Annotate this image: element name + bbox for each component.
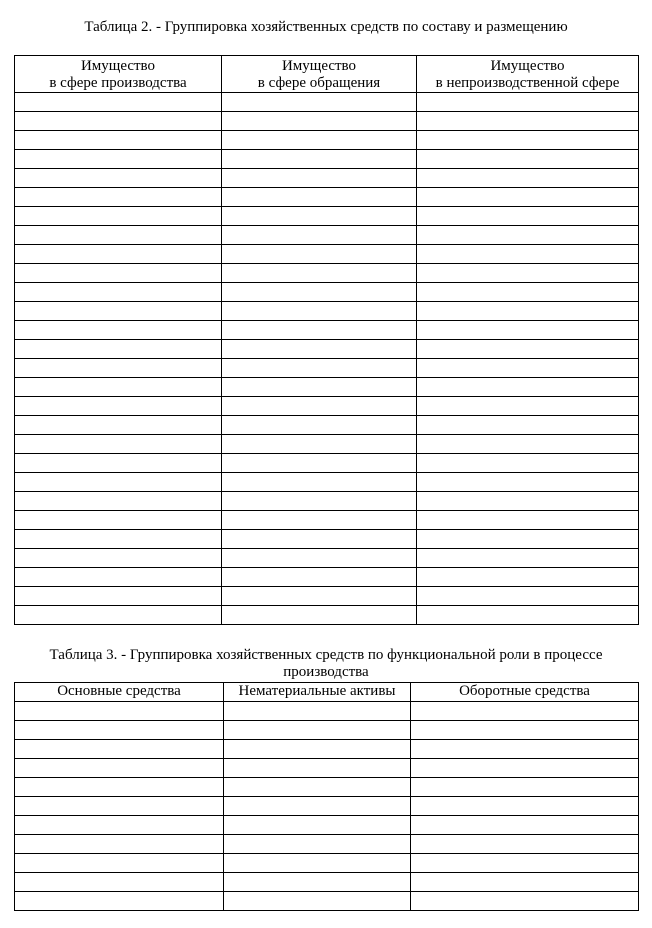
header-line: Имущество (80, 58, 156, 74)
table2-row (15, 473, 639, 492)
table2-cell (417, 207, 639, 226)
table3-cell (411, 892, 639, 911)
table3-cell (224, 778, 411, 797)
table2-row (15, 454, 639, 473)
table3-cell (411, 778, 639, 797)
table3-cell (224, 797, 411, 816)
table2-cell (417, 606, 639, 625)
table2-header-row (15, 56, 639, 93)
table2-header-production (15, 56, 222, 93)
table2-cell (15, 207, 222, 226)
table3-cell (15, 721, 224, 740)
table2-cell (222, 264, 417, 283)
table2-cell (417, 473, 639, 492)
table2-cell (15, 359, 222, 378)
table2-row (15, 378, 639, 397)
table2-cell (222, 283, 417, 302)
table2-row (15, 340, 639, 359)
table2-row (15, 397, 639, 416)
table2-cell (417, 454, 639, 473)
table2-cell (417, 378, 639, 397)
table3-cell (411, 816, 639, 835)
table2-cell (222, 549, 417, 568)
table2-row (15, 112, 639, 131)
table3-row (15, 778, 639, 797)
table2-cell (222, 188, 417, 207)
table2-row (15, 169, 639, 188)
table2-cell (222, 530, 417, 549)
table2-row (15, 606, 639, 625)
table2-cell (222, 454, 417, 473)
table2-cell (15, 283, 222, 302)
table2-cell (222, 207, 417, 226)
table2-cell (222, 169, 417, 188)
table2-cell (222, 568, 417, 587)
caption-line: Таблица 3. - Группировка хозяйственных средств по функциональной роли в процессе (49, 647, 603, 663)
table2-row (15, 226, 639, 245)
table3-cell (224, 873, 411, 892)
table3-cell (411, 702, 639, 721)
table2-cell (15, 397, 222, 416)
header-line: в сфере обращения (257, 75, 381, 91)
table3-row (15, 740, 639, 759)
table3-cell (224, 854, 411, 873)
table2-cell (222, 245, 417, 264)
table2-row (15, 359, 639, 378)
table3-cell (15, 702, 224, 721)
table3-row (15, 873, 639, 892)
table2-cell (222, 131, 417, 150)
table2-cell (417, 226, 639, 245)
table2-row (15, 492, 639, 511)
table2-cell (417, 530, 639, 549)
table2-cell (222, 492, 417, 511)
header-line: в сфере производства (49, 75, 187, 91)
table2-cell (222, 321, 417, 340)
table3-cell (15, 854, 224, 873)
table3-cell (15, 740, 224, 759)
table3-row (15, 797, 639, 816)
table3-cell (224, 892, 411, 911)
table2-row (15, 188, 639, 207)
table3-row (15, 892, 639, 911)
table2-row (15, 587, 639, 606)
table3-functional-role (14, 682, 639, 911)
table3-cell (15, 778, 224, 797)
table2-cell (417, 435, 639, 454)
table2-cell (222, 226, 417, 245)
table3-cell (411, 759, 639, 778)
table2-cell (15, 511, 222, 530)
table2-cell (417, 302, 639, 321)
table3-cell (15, 835, 224, 854)
table3-row (15, 759, 639, 778)
table2-cell (15, 435, 222, 454)
table2-cell (15, 340, 222, 359)
table2-cell (15, 226, 222, 245)
table2-cell (15, 378, 222, 397)
table3-header-row (15, 683, 639, 702)
table3-row (15, 816, 639, 835)
table2-row (15, 93, 639, 112)
table2-cell (417, 321, 639, 340)
table3-header-current-assets: Оборотные средства (411, 683, 639, 702)
table2-row (15, 511, 639, 530)
table2-cell (417, 416, 639, 435)
table2-cell (15, 188, 222, 207)
table2-cell (15, 131, 222, 150)
table2-cell (222, 378, 417, 397)
table2-header-circulation (222, 56, 417, 93)
table3-cell (411, 873, 639, 892)
table2-cell (15, 169, 222, 188)
table3-body (15, 702, 639, 911)
table2-cell (417, 549, 639, 568)
table2-cell (417, 587, 639, 606)
table2-cell (417, 492, 639, 511)
table2-cell (222, 112, 417, 131)
table2-cell (222, 93, 417, 112)
table3-cell (15, 797, 224, 816)
table3-cell (224, 835, 411, 854)
table2-row (15, 549, 639, 568)
header-line: в непроизводственной сфере (435, 75, 620, 91)
header-line: Имущество (281, 58, 357, 74)
table3-cell (15, 892, 224, 911)
table2-cell (417, 169, 639, 188)
table2-cell (15, 150, 222, 169)
table2-cell (15, 568, 222, 587)
table2-row (15, 245, 639, 264)
table2-cell (417, 340, 639, 359)
table3-cell (411, 835, 639, 854)
table2-cell (222, 606, 417, 625)
table2-cell (417, 131, 639, 150)
table3-caption (0, 647, 652, 681)
table2-row (15, 283, 639, 302)
table2-cell (417, 188, 639, 207)
table2-cell (15, 549, 222, 568)
table2-cell (417, 245, 639, 264)
table3-row (15, 702, 639, 721)
table2-cell (222, 302, 417, 321)
table2-cell (15, 530, 222, 549)
table2-cell (15, 112, 222, 131)
table2-cell (15, 93, 222, 112)
table2-row (15, 150, 639, 169)
table2-cell (417, 511, 639, 530)
table3-cell (411, 854, 639, 873)
table2-row (15, 207, 639, 226)
table2-cell (417, 112, 639, 131)
caption-line: производства (283, 664, 369, 680)
table2-row (15, 435, 639, 454)
table2-cell (222, 397, 417, 416)
table2-cell (417, 264, 639, 283)
table3-row (15, 854, 639, 873)
table2-cell (222, 435, 417, 454)
table3-cell (15, 816, 224, 835)
table3-row (15, 835, 639, 854)
table2-cell (15, 245, 222, 264)
table2-cell (417, 93, 639, 112)
table2-cell (417, 568, 639, 587)
table3-header-intangible-assets: Нематериальные активы (224, 683, 411, 702)
table2-cell (15, 302, 222, 321)
table2-cell (222, 416, 417, 435)
table2-body (15, 93, 639, 625)
table3-cell (224, 702, 411, 721)
table2-cell (15, 264, 222, 283)
table2-cell (222, 150, 417, 169)
table2-cell (15, 416, 222, 435)
table3-cell (224, 721, 411, 740)
table3-cell (15, 759, 224, 778)
table2-cell (222, 340, 417, 359)
table2-cell (222, 511, 417, 530)
table2-row (15, 321, 639, 340)
header-line: Имущество (490, 58, 565, 74)
table3-row (15, 721, 639, 740)
table2-row (15, 568, 639, 587)
table2-cell (15, 606, 222, 625)
table2-cell (15, 321, 222, 340)
table3-cell (15, 873, 224, 892)
table2-row (15, 131, 639, 150)
table2-cell (417, 359, 639, 378)
table2-row (15, 302, 639, 321)
table2-cell (417, 397, 639, 416)
table3-cell (411, 740, 639, 759)
table2-cell (15, 454, 222, 473)
table2-row (15, 416, 639, 435)
table2-cell (222, 359, 417, 378)
table2-cell (417, 283, 639, 302)
table2-row (15, 264, 639, 283)
table3-cell (224, 740, 411, 759)
table3-cell (224, 759, 411, 778)
table2-cell (15, 473, 222, 492)
table2-header-nonproduction (417, 56, 639, 93)
table2-caption: Таблица 2. - Группировка хозяйственных средств по составу и размещению (84, 19, 568, 35)
table3-header-fixed-assets: Основные средства (15, 683, 224, 702)
table2-composition-placement (14, 55, 639, 625)
table3-cell (411, 797, 639, 816)
table2-cell (15, 587, 222, 606)
table2-cell (222, 587, 417, 606)
table2-row (15, 530, 639, 549)
table3-cell (224, 816, 411, 835)
table2-cell (222, 473, 417, 492)
table3-cell (411, 721, 639, 740)
table2-cell (417, 150, 639, 169)
table2-cell (15, 492, 222, 511)
